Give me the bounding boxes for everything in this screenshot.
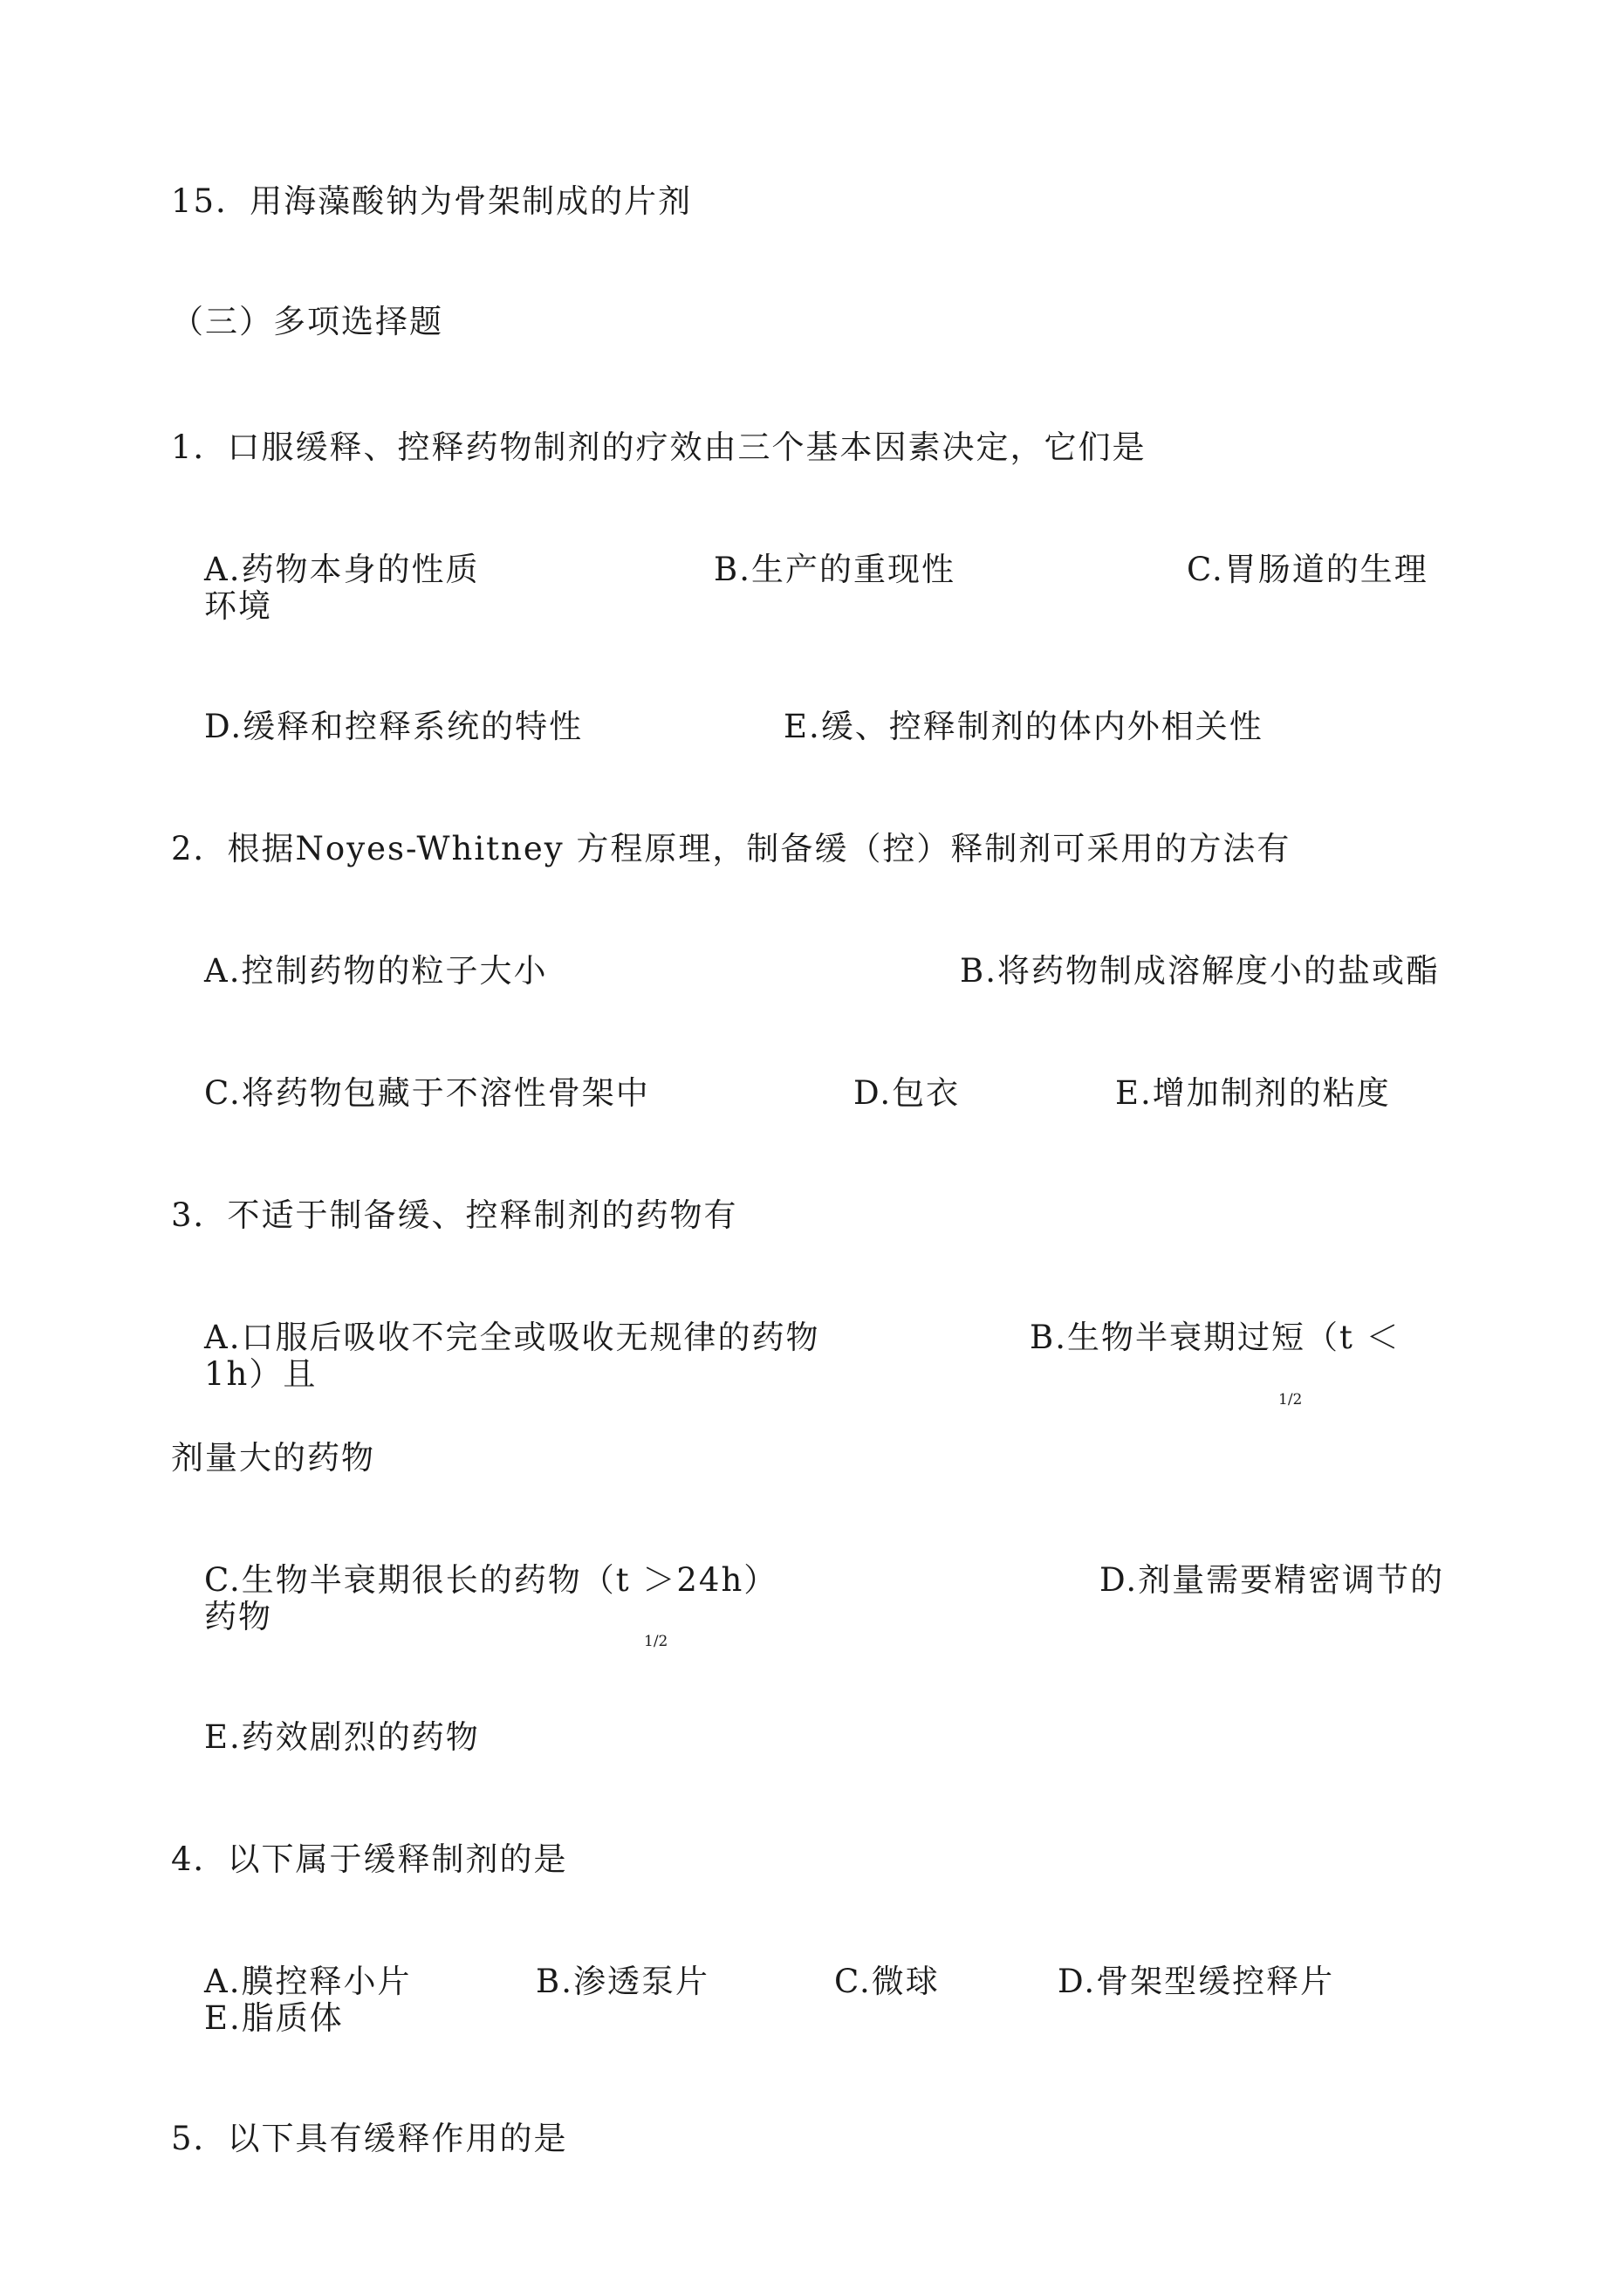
question-15: 15．用海藻酸钠为骨架制成的片剂 [171,182,693,220]
q2-option-b: B.将药物制成溶解度小的盐或酯 [960,952,1440,990]
q3-option-c: C.生物半衰期很长的药物（t ＞24h） [204,1561,778,1599]
q3-option-b-tail: 剂量大的药物 [171,1439,375,1477]
q3-option-d-continued: 药物 [204,1598,272,1635]
q2-stem: 2．根据Noyes-Whitney 方程原理，制备缓（控）释制剂可采用的方法有 [171,830,1291,867]
q1-option-c: C.胃肠道的生理 [1187,551,1428,588]
q1-stem: 1．口服缓释、控释药物制剂的疗效由三个基本因素决定，它们是 [171,428,1147,466]
q2-option-a: A.控制药物的粒子大小 [204,952,548,990]
q1-option-c-continued: 环境 [204,587,272,625]
q2-option-e: E.增加制剂的粘度 [1115,1074,1391,1112]
q3-option-c-subscript: 1/2 [644,1633,668,1650]
q3-option-b-continued: 1h）且 [204,1355,318,1393]
q3-option-b-subscript: 1/2 [1278,1391,1303,1408]
q4-stem: 4．以下属于缓释制剂的是 [171,1840,568,1878]
q4-option-e: E.脂质体 [204,1999,344,2037]
q2-option-d: D.包衣 [853,1074,961,1112]
q1-option-a: A.药物本身的性质 [204,551,480,588]
q3-option-b: B.生物半衰期过短（t ＜ [1030,1319,1400,1356]
q1-option-e: E.缓、控释制剂的体内外相关性 [784,708,1263,745]
q1-option-b: B.生产的重现性 [714,551,955,588]
q2-option-c: C.将药物包藏于不溶性骨架中 [204,1074,650,1112]
q3-option-d: D.剂量需要精密调节的 [1099,1561,1445,1599]
q1-option-d: D.缓释和控释系统的特性 [204,708,584,745]
q4-option-c: C.微球 [834,1963,940,2000]
q3-option-e: E.药效剧烈的药物 [204,1718,480,1756]
q4-option-b: B.渗透泵片 [536,1963,709,2000]
q3-stem: 3．不适于制备缓、控释制剂的药物有 [171,1196,738,1234]
q4-option-d: D.骨架型缓控释片 [1058,1963,1335,2000]
q4-option-a: A.膜控释小片 [204,1963,412,2000]
q3-option-a: A.口服后吸收不完全或吸收无规律的药物 [204,1319,820,1356]
q5-stem: 5．以下具有缓释作用的是 [171,2120,568,2157]
section-title: （三）多项选择题 [171,303,443,340]
